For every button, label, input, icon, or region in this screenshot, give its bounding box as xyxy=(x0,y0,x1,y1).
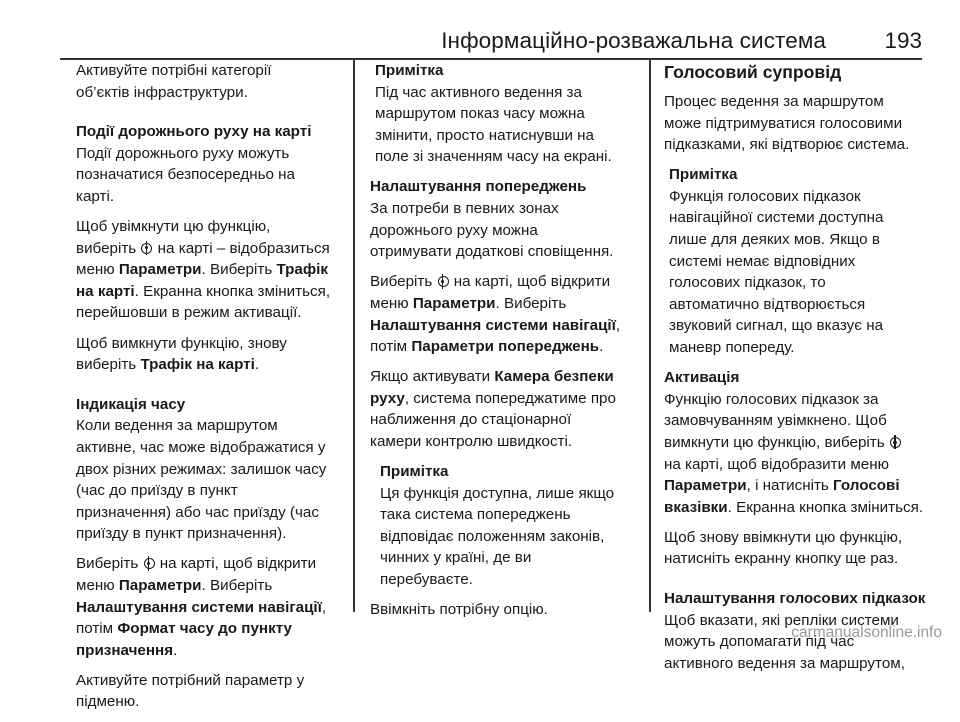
paragraph: Щоб вказати, які репліки системи можуть допомагати під час активного ведення за маршрутом, xyxy=(664,611,905,672)
intro-paragraph: Активуйте потрібні категорії об’єктів інфраструктури. xyxy=(76,62,272,101)
heading-voice-settings: Налаштування голосових підказок xyxy=(664,589,926,607)
map-settings-icon xyxy=(890,437,901,448)
note-text: Функція голосових підказок навігаційної системи доступна лише для деяких мов. Якщо в системі немає відповідних голосових підказок, то автоматично відтворюється звуковий сигнал, що вказує на маневр попереду. xyxy=(669,187,884,357)
note-text: Ця функція доступна, лише якщо така система попереджень відповідає положенням законів, чинних у країні, де ви перебуваєте. xyxy=(380,484,615,589)
menu-term: Налаштування системи навігації xyxy=(370,316,616,334)
text-run: . Виберіть xyxy=(495,294,567,312)
heading-activation: Активація xyxy=(664,369,740,387)
text-run: . xyxy=(254,356,260,374)
text-run: на карті, щоб відкрити меню xyxy=(370,273,611,312)
text-run: Виберіть xyxy=(76,555,143,573)
text-run: Якщо активувати xyxy=(370,368,495,386)
text-run: , і натисніть xyxy=(746,477,834,495)
menu-term: Параметри xyxy=(412,294,496,312)
menu-term: Параметри попереджень xyxy=(411,338,600,356)
text-run: , система попереджатиме про наближення до стаціонарної камери контролю швидкості. xyxy=(370,389,616,450)
column-1 xyxy=(76,60,351,722)
paragraph xyxy=(76,553,351,661)
page-number: 193 xyxy=(884,28,922,53)
text-run: на карті – відобразиться меню xyxy=(76,239,330,279)
heading-traffic-on-map: Події дорожнього руху на карті xyxy=(76,123,312,141)
note-title: Примітка xyxy=(375,62,444,79)
text-run: . Екранна кнопка зміниться. xyxy=(727,498,924,516)
menu-term: Голосові вказівки xyxy=(664,477,900,516)
text-run: . xyxy=(599,338,604,356)
note-text: Під час активного ведення за маршрутом показ часу можна змінити, просто натиснувши на поле зі значенням часу на екрані. xyxy=(375,83,612,166)
text-run: на карті, щоб відобразити меню xyxy=(664,455,889,473)
text-run: . Виберіть xyxy=(201,261,277,279)
page-header xyxy=(60,28,922,62)
paragraph xyxy=(370,366,642,452)
text-run: . Екранна кнопка зміниться, перейшовши в режим активації. xyxy=(76,282,331,322)
map-settings-icon xyxy=(144,558,155,569)
paragraph: Події дорожнього руху можуть позначатися безпосередньо на карті. xyxy=(76,144,296,205)
paragraph: Щоб знову ввімкнути цю функцію, натисніть екранну кнопку ще раз. xyxy=(664,528,903,568)
menu-term: Трафік на карті xyxy=(140,356,255,374)
note-block xyxy=(664,164,960,358)
paragraph xyxy=(76,216,351,324)
text-run: Щоб увімкнути цю функцію, виберіть xyxy=(76,218,271,257)
menu-term: Налаштування системи навігації xyxy=(76,598,322,616)
section-heading-voice-guidance: Голосовий супровід xyxy=(664,62,842,82)
menu-term: Параметри xyxy=(664,477,747,495)
map-settings-icon xyxy=(438,276,449,287)
menu-term: Параметри xyxy=(118,261,202,279)
text-run: Функцію голосових підказок за замовчуванням увімкнено. Щоб вимкнути цю функцію, виберіть xyxy=(664,390,887,451)
menu-term: Формат часу до пункту призначення xyxy=(76,620,292,659)
paragraph: Процес ведення за маршрутом може підтримуватися голосовими підказками, які відтворює система. xyxy=(664,93,910,154)
note-title: Примітка xyxy=(380,463,449,481)
paragraph: Ввімкніть потрібну опцію. xyxy=(370,601,548,619)
heading-time-display: Індикація часу xyxy=(76,395,186,413)
note-block xyxy=(370,60,642,168)
column-divider-1 xyxy=(353,60,355,612)
text-run: . xyxy=(173,641,178,659)
paragraph: За потреби в певних зонах дорожнього руху можна отримувати додаткові сповіщення. xyxy=(370,200,614,261)
paragraph: Коли ведення за маршрутом активне, час може відображатися у двох різних режимах: залишок часу (час до приїзду в пункт призначення) або час приїзду (час приїзду в пункт призначення). xyxy=(76,417,327,543)
column-3 xyxy=(664,60,960,683)
column-2 xyxy=(370,60,642,629)
column-divider-2 xyxy=(649,60,651,612)
menu-term: Параметри xyxy=(118,576,202,594)
menu-term: Трафік на карті xyxy=(76,261,328,300)
paragraph xyxy=(76,333,351,376)
paragraph xyxy=(370,271,642,357)
note-title: Примітка xyxy=(669,166,738,184)
text-run: на карті, щоб відкрити меню xyxy=(76,555,317,594)
heading-warning-settings: Налаштування попереджень xyxy=(370,178,587,196)
note-block xyxy=(370,461,642,591)
menu-term: Камера безпеки руху xyxy=(370,368,614,407)
text-run: Виберіть xyxy=(370,273,437,291)
paragraph xyxy=(664,389,960,519)
text-run: , потім xyxy=(76,598,327,638)
text-run: . Виберіть xyxy=(201,576,273,594)
text-run: Щоб вимкнути функцію, знову виберіть xyxy=(76,334,287,374)
watermark: carmanualsonline.info xyxy=(791,624,942,641)
text-run: , потім xyxy=(370,316,621,356)
paragraph: Активуйте потрібний параметр у підменю. xyxy=(76,671,305,711)
section-title: Інформаційно-розважальна система xyxy=(441,28,826,53)
map-settings-icon xyxy=(141,243,152,254)
